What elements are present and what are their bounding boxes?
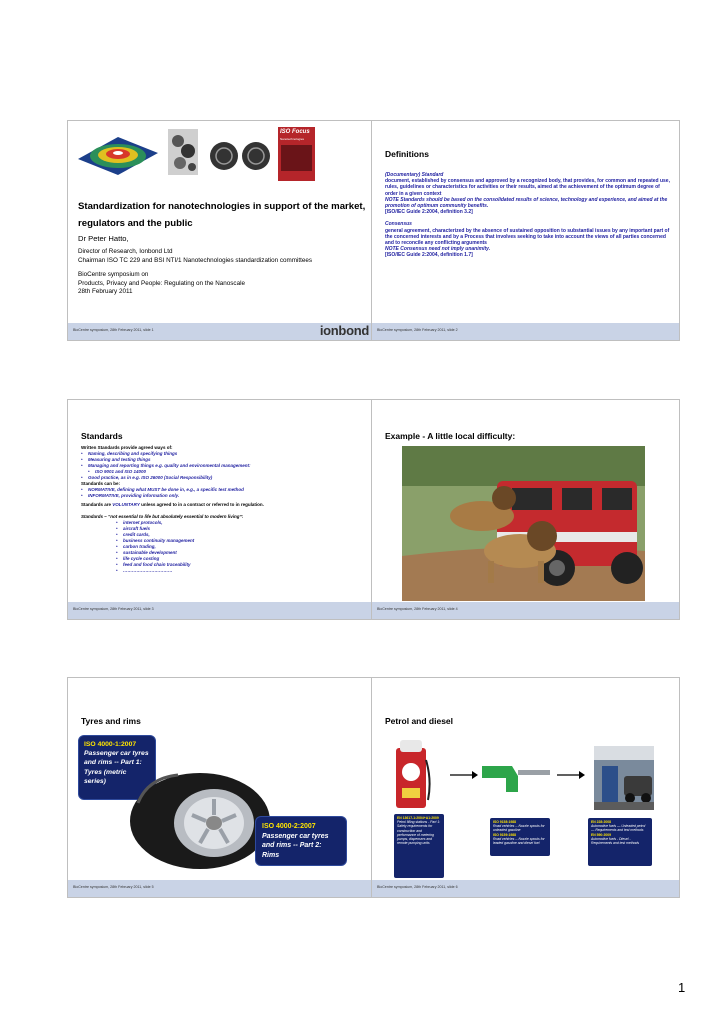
quote-text: Standards – “not essential to life but absolutely essential to modern living”: xyxy=(81,514,244,519)
info-line: 28th February 2011 xyxy=(78,288,133,296)
reference-standard: [ISO/IEC Guide 2:2004, definition 3.2] xyxy=(385,209,473,216)
note-standard: NOTE Standards should be based on the consolidated results of science, technology and experience, and aimed at the promotion of optimum community benefits. xyxy=(385,196,668,210)
slide-footer: BioCentre symposium, 28th February 2011, slide 1 xyxy=(68,323,375,340)
can-be-text: Standards can be: xyxy=(81,481,121,486)
list-item: • Good practice, as in e.g. ISO 26000 (Social Responsibility) xyxy=(81,475,366,481)
list-item: • business continuity management xyxy=(81,538,366,544)
fuel-nozzle-image xyxy=(482,756,550,798)
slide-title: Standards xyxy=(81,431,123,441)
list-item: • sustainable development xyxy=(81,550,366,556)
slide-footer: BioCentre symposium, 28th February 2011, slide 6 xyxy=(372,880,679,897)
list-item: • Managing and reporting things e.g. quality and environmental management: xyxy=(81,463,366,469)
iso-9158-box xyxy=(490,818,550,856)
en-228-box xyxy=(588,818,652,866)
standard-title: Automotive fuels - Diesel - Requirements and test methods xyxy=(591,836,640,846)
slide-footer: BioCentre symposium, 28th February 2011, slide 2 xyxy=(372,323,679,340)
definition-standard: document, established by consensus and approved by a recognized body, that provides, for common and repeated use, rules, guidelines or characteristics for activities or their results, aimed at the achievement of the optimum degree of order in a given context xyxy=(385,178,670,197)
list-item: • …………………………… xyxy=(81,568,366,574)
list-item: • Naming, describing and specifying things xyxy=(81,451,366,457)
standard-title: Passenger car tyres and rims -- Part 2: Rims xyxy=(262,832,329,859)
slide-footer: BioCentre symposium, 28th February 2011, slide 3 xyxy=(68,602,375,619)
standard-code: EN 13617-1:2004+A1:2009 xyxy=(397,816,439,820)
note-consensus: NOTE Consensus need not imply unanimity. xyxy=(385,246,491,253)
list-item: • life cycle costing xyxy=(81,556,366,562)
standard-code: ISO 9158:1988 xyxy=(493,820,516,824)
standard-code: ISO 9159:1988 xyxy=(493,832,516,837)
slide-5 xyxy=(67,677,376,898)
standard-title: Passenger car tyres and rims -- Part 1: Tyres (metric series) xyxy=(84,750,149,785)
standards-body xyxy=(81,445,366,574)
iso-4000-2-callout xyxy=(255,816,347,866)
standard-title: Automotive fuels — Unleaded petrol — Requirements and test methods xyxy=(591,824,646,833)
list-item: • NORMATIVE, defining what MUST be done in, e.g., a specific test method xyxy=(81,487,366,493)
page-number: 1 xyxy=(678,980,686,995)
slide-footer: BioCentre symposium, 28th February 2011, slide 4 xyxy=(372,602,679,619)
author-name: Dr Peter Hatto, xyxy=(78,234,129,243)
definitions-body xyxy=(385,172,670,259)
slide-2 xyxy=(371,120,680,341)
list-item: • credit cards, xyxy=(81,532,366,538)
slide-title: Definitions xyxy=(385,149,429,159)
slide-6 xyxy=(371,677,680,898)
lions-on-vehicle-photo xyxy=(402,446,645,601)
slide-1 xyxy=(67,120,376,341)
list-item: • Measuring and testing things xyxy=(81,457,366,463)
list-item: • ISO 9001 and ISO 14000 xyxy=(88,469,366,475)
voluntary-text: Standards are VOLUNTARY unless agreed to in a contract or referred to in regulation. xyxy=(81,502,264,507)
standard-title: Road vehicles -- Nozzle spouts for leaded gasoline and diesel fuel xyxy=(493,836,545,846)
reference-consensus: [ISO/IEC Guide 2:2004, definition 1.7] xyxy=(385,252,473,259)
slide-title: Example - A little local difficulty: xyxy=(385,431,516,441)
iso-focus-magazine-cover xyxy=(278,127,315,181)
list-item: • internet protocols, xyxy=(81,520,366,526)
list-item: • feed and food chain traceability xyxy=(81,562,366,568)
fullerene-molecules-image xyxy=(208,139,273,173)
term-consensus: Consensus xyxy=(385,221,412,228)
definition-consensus: general agreement, characterized by the absence of sustained opposition to substantial issues by any important part of the concerned interests and by a Process that involves seeking to take into account the views of all parties concerned and to reconcile any conflicting arguments xyxy=(385,227,670,247)
info-line: BioCentre symposium on xyxy=(78,271,149,279)
standard-title: Petrol filling stations - Part 1: Safety requirements for construction and performance of metering pumps, dispensers and remote pumping units xyxy=(397,820,441,846)
arrow-icon xyxy=(450,770,478,780)
ionbond-logo: ionbond xyxy=(319,323,369,338)
electron-micrograph-image xyxy=(168,129,198,175)
standard-title: Road vehicles -- Nozzle spouts for unleaded gasoline xyxy=(493,824,545,833)
info-line: Chairman ISO TC 229 and BSI NTI/1 Nanotechnologies standardization committees xyxy=(78,256,313,264)
standard-code: ISO 4000-1:2007 xyxy=(84,741,137,748)
list-item: • carbon trading, xyxy=(81,544,366,550)
info-line: Products, Privacy and People: Regulating on the Nanoscale xyxy=(78,279,245,287)
slide-4 xyxy=(371,399,680,620)
magazine-feature: Nanotechnologies xyxy=(280,137,305,141)
arrow-icon xyxy=(557,770,585,780)
presentation-title: Standardization for nanotechnologies in support of the market, regulators and the public xyxy=(78,201,366,229)
voluntary-word: VOLUNTARY xyxy=(112,502,140,507)
slide-title: Tyres and rims xyxy=(81,716,141,726)
standard-code: EN 590:2009 xyxy=(591,832,611,837)
slide-footer: BioCentre symposium, 28th February 2011, slide 5 xyxy=(68,880,375,897)
list-item: • INFORMATIVE, providing information only. xyxy=(81,493,366,499)
author-info xyxy=(78,248,370,297)
slide-3 xyxy=(67,399,376,620)
en-13617-box xyxy=(394,814,444,878)
filling-station-photo xyxy=(594,746,654,810)
list-item: • aircraft fuels xyxy=(81,526,366,532)
nanostructure-surface-image xyxy=(78,129,158,175)
standard-code: ISO 4000-2:2007 xyxy=(262,823,316,830)
slide-title: Petrol and diesel xyxy=(385,716,454,726)
term-standard: (Documentary) Standard xyxy=(385,172,444,178)
info-line: Director of Research, Ionbond Ltd xyxy=(78,248,173,255)
magazine-title: ISO Focus xyxy=(280,129,310,135)
petrol-pump-image xyxy=(392,740,432,812)
intro-text: Written Standards provide agreed ways of: xyxy=(81,445,173,450)
standard-code: EN 228:2008 xyxy=(591,820,611,824)
